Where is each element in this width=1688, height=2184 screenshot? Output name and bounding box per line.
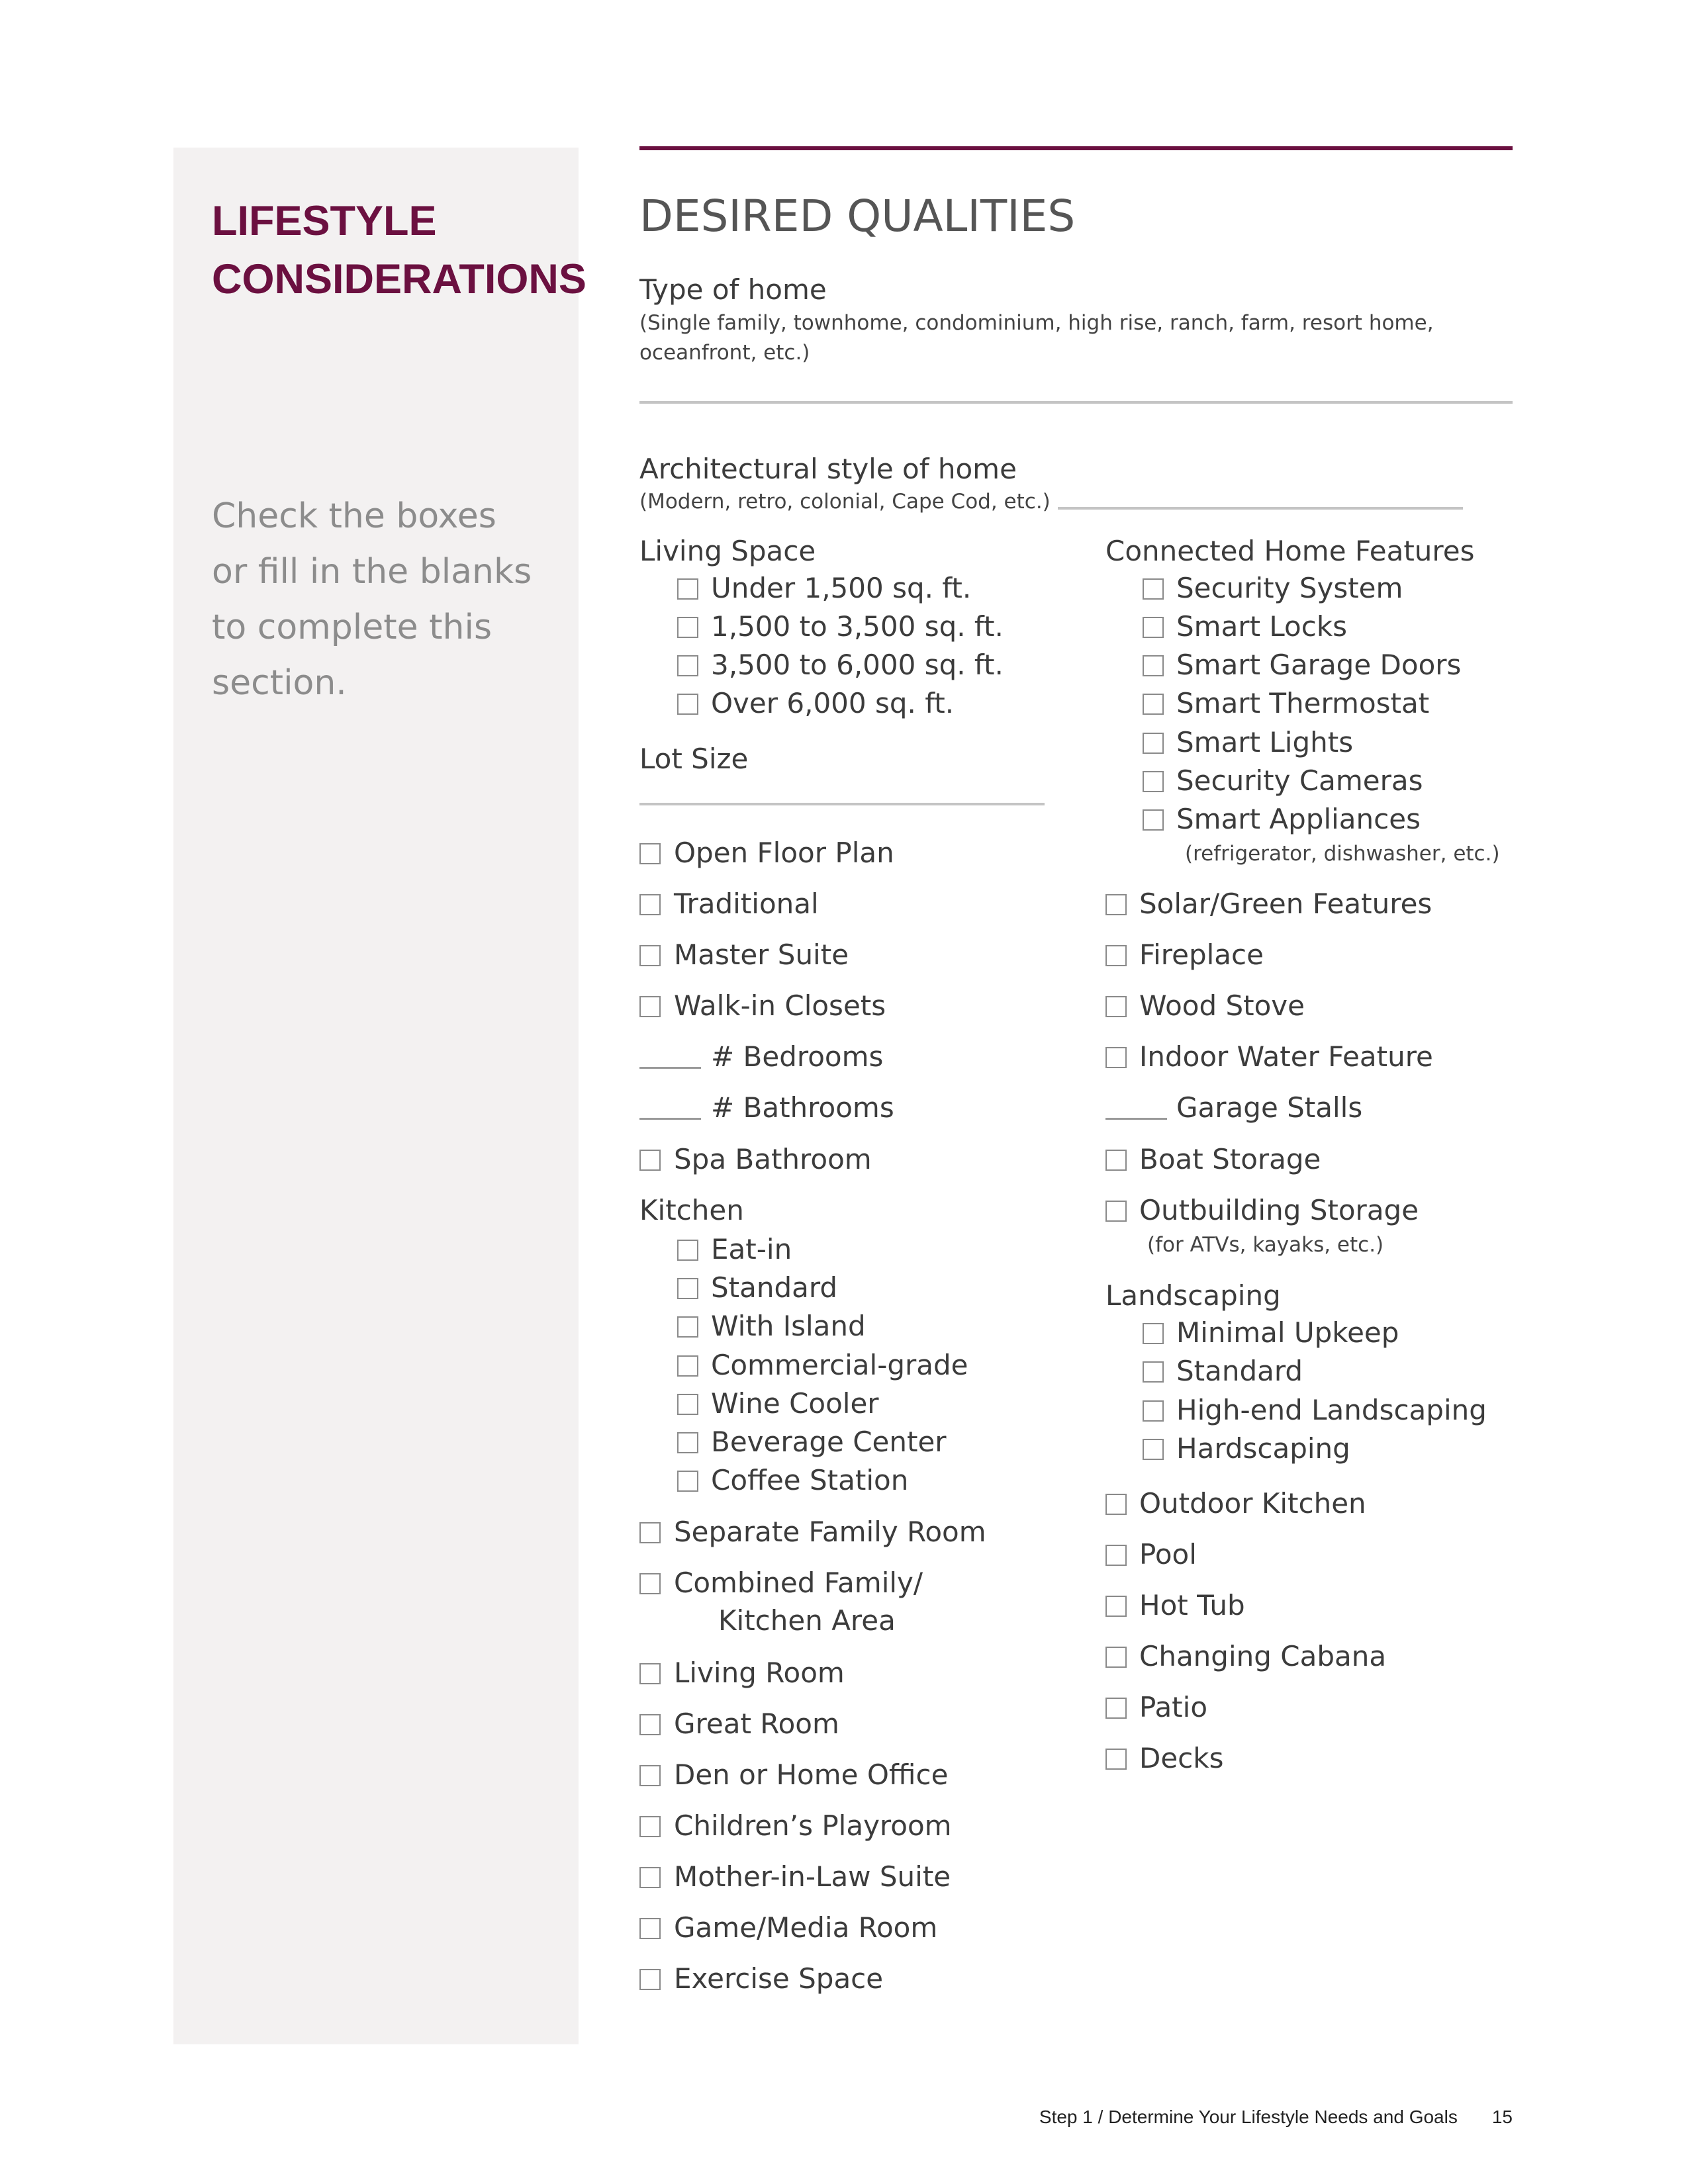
checkbox[interactable] <box>639 1765 661 1786</box>
outbuilding-note: (for ATVs, kayaks, etc.) <box>1147 1233 1384 1257</box>
instruction-line: or fill in the blanks <box>212 552 532 592</box>
checkbox-label: Children’s Playroom <box>674 1809 952 1842</box>
checkbox-label: Wine Cooler <box>711 1387 879 1420</box>
checkbox-label: Fireplace <box>1139 938 1264 971</box>
checkbox[interactable] <box>677 1240 698 1261</box>
checkbox[interactable] <box>1143 1400 1164 1422</box>
lot-size-field[interactable] <box>639 803 1045 805</box>
checkbox[interactable] <box>639 1918 661 1939</box>
checkbox-label: Beverage Center <box>711 1426 947 1458</box>
checkbox[interactable] <box>639 996 661 1017</box>
instruction-line: to complete this <box>212 608 492 647</box>
checkbox-label: Standard <box>1176 1355 1303 1387</box>
checkbox-label: Living Room <box>674 1657 845 1689</box>
appliances-note: (refrigerator, dishwasher, etc.) <box>1185 842 1500 866</box>
checkbox[interactable] <box>639 1969 661 1990</box>
checkbox[interactable] <box>639 1714 661 1735</box>
checkbox[interactable] <box>677 1432 698 1453</box>
checkbox-label: Traditional <box>674 887 819 920</box>
checkbox-label: Indoor Water Feature <box>1139 1040 1433 1073</box>
checkbox[interactable] <box>1143 771 1164 792</box>
checkbox[interactable] <box>639 843 661 864</box>
checkbox[interactable] <box>1105 894 1127 915</box>
page-footer <box>827 2107 1513 2128</box>
architectural-style-label: Architectural style of home <box>639 453 1017 485</box>
checkbox-label: Eat-in <box>711 1233 792 1265</box>
checkbox-label: Minimal Upkeep <box>1176 1316 1399 1349</box>
bathrooms-field[interactable] <box>639 1118 701 1120</box>
checkbox[interactable] <box>639 1522 661 1543</box>
checkbox[interactable] <box>639 1867 661 1888</box>
type-of-home-field[interactable] <box>639 401 1513 404</box>
checkbox[interactable] <box>1143 733 1164 754</box>
bedrooms-field[interactable] <box>639 1067 701 1069</box>
checkbox-label: Game/Media Room <box>674 1911 938 1944</box>
instruction-line: Check the boxes <box>212 496 496 536</box>
checkbox-label: Outbuilding Storage <box>1139 1194 1419 1226</box>
checkbox-label: Coffee Station <box>711 1464 909 1496</box>
instruction-line: section. <box>212 663 347 703</box>
kitchen-label: Kitchen <box>639 1194 744 1226</box>
checkbox[interactable] <box>1143 578 1164 600</box>
checkbox-label: Separate Family Room <box>674 1516 986 1548</box>
checkbox[interactable] <box>1105 1494 1127 1515</box>
checkbox-label: Smart Appliances <box>1176 803 1421 835</box>
top-divider <box>639 146 1513 150</box>
checkbox-label: Under 1,500 sq. ft. <box>711 572 972 604</box>
bedrooms-label: # Bedrooms <box>711 1040 884 1073</box>
checkbox-label: Smart Locks <box>1176 610 1348 643</box>
checkbox-label: Combined Family/ <box>674 1567 923 1599</box>
checkbox-label: Great Room <box>674 1707 839 1740</box>
living-space-label: Living Space <box>639 535 816 567</box>
landscaping-label: Landscaping <box>1105 1279 1281 1312</box>
sidebar-panel <box>173 148 586 2044</box>
checkbox[interactable] <box>639 945 661 966</box>
checkbox-label: Smart Garage Doors <box>1176 649 1462 681</box>
sidebar-title-line: CONSIDERATIONS <box>212 256 586 302</box>
checkbox[interactable] <box>1105 1749 1127 1770</box>
footer-text: Step 1 / Determine Your Lifestyle Needs and Goals <box>1039 2107 1458 2127</box>
checkbox-label: Spa Bathroom <box>674 1143 872 1175</box>
page-number: 15 <box>1491 2107 1513 2127</box>
checkbox[interactable] <box>1143 1323 1164 1344</box>
checkbox-label: Patio <box>1139 1691 1208 1723</box>
checkbox-label: Den or Home Office <box>674 1758 949 1791</box>
checkbox[interactable] <box>677 617 698 638</box>
checkbox-label-continued: Kitchen Area <box>718 1604 896 1637</box>
checkbox[interactable] <box>1105 1150 1127 1171</box>
checkbox-label: Smart Thermostat <box>1176 687 1430 719</box>
checkbox-label: With Island <box>711 1310 866 1342</box>
checkbox-label: Over 6,000 sq. ft. <box>711 687 955 719</box>
checkbox-label: Walk-in Closets <box>674 989 886 1022</box>
checkbox[interactable] <box>639 1663 661 1684</box>
checkbox[interactable] <box>677 655 698 676</box>
checkbox[interactable] <box>1105 1545 1127 1566</box>
checkbox-label: Decks <box>1139 1742 1224 1774</box>
checkbox[interactable] <box>639 1816 661 1837</box>
checkbox[interactable] <box>1143 1361 1164 1383</box>
checkbox-label: Pool <box>1139 1538 1197 1570</box>
checkbox[interactable] <box>677 1355 698 1377</box>
checkbox[interactable] <box>1105 1647 1127 1668</box>
checkbox-label: Solar/Green Features <box>1139 887 1432 920</box>
checkbox[interactable] <box>639 1150 661 1171</box>
checkbox-label: Security System <box>1176 572 1403 604</box>
type-of-home-hint: oceanfront, etc.) <box>639 341 810 365</box>
checkbox[interactable] <box>1105 1201 1127 1222</box>
sidebar-instructions <box>212 488 556 711</box>
sidebar-title <box>212 192 586 308</box>
lot-size-label: Lot Size <box>639 743 749 775</box>
checkbox-label: Smart Lights <box>1176 726 1354 758</box>
garage-stalls-field[interactable] <box>1105 1118 1167 1120</box>
checkbox-label: Hot Tub <box>1139 1589 1245 1621</box>
checkbox[interactable] <box>677 1394 698 1415</box>
checkbox[interactable] <box>677 1471 698 1492</box>
checkbox-label: High-end Landscaping <box>1176 1394 1487 1426</box>
checkbox-label: Exercise Space <box>674 1962 884 1995</box>
checkbox-label: Hardscaping <box>1176 1432 1350 1465</box>
bathrooms-label: # Bathrooms <box>711 1091 894 1124</box>
checkbox[interactable] <box>639 894 661 915</box>
checkbox-label: Open Floor Plan <box>674 837 894 869</box>
checkbox[interactable] <box>1143 694 1164 715</box>
checkbox[interactable] <box>1143 617 1164 638</box>
checkbox-label: Changing Cabana <box>1139 1640 1387 1672</box>
checkbox-label: Standard <box>711 1271 838 1304</box>
checkbox[interactable] <box>1105 1596 1127 1617</box>
checkbox[interactable] <box>639 1573 661 1594</box>
checkbox[interactable] <box>677 694 698 715</box>
architectural-style-field[interactable] <box>1058 507 1463 510</box>
garage-stalls-label: Garage Stalls <box>1176 1091 1363 1124</box>
checkbox-label: 3,500 to 6,000 sq. ft. <box>711 649 1004 681</box>
checkbox[interactable] <box>1105 1698 1127 1719</box>
checkbox-label: Commercial-grade <box>711 1349 968 1381</box>
architectural-style-hint: (Modern, retro, colonial, Cape Cod, etc.) <box>639 490 1051 514</box>
checkbox[interactable] <box>1105 1047 1127 1068</box>
checkbox-label: Security Cameras <box>1176 764 1423 797</box>
checkbox[interactable] <box>1143 655 1164 676</box>
checkbox-label: Wood Stove <box>1139 989 1305 1022</box>
checkbox[interactable] <box>1143 809 1164 831</box>
checkbox-label: Boat Storage <box>1139 1143 1321 1175</box>
checkbox-label: Master Suite <box>674 938 849 971</box>
checkbox-label: Mother-in-Law Suite <box>674 1860 951 1893</box>
checkbox-label: 1,500 to 3,500 sq. ft. <box>711 610 1004 643</box>
checkbox-label: Outdoor Kitchen <box>1139 1487 1366 1520</box>
connected-home-label: Connected Home Features <box>1105 535 1475 567</box>
checkbox[interactable] <box>1143 1439 1164 1460</box>
type-of-home-hint: (Single family, townhome, condominium, high rise, ranch, farm, resort home, <box>639 311 1434 335</box>
page-title: DESIRED QUALITIES <box>639 191 1076 242</box>
checkbox[interactable] <box>677 1316 698 1338</box>
checkbox[interactable] <box>677 578 698 600</box>
sidebar-title-line: LIFESTYLE <box>212 198 437 244</box>
type-of-home-label: Type of home <box>639 273 827 306</box>
checkbox[interactable] <box>677 1278 698 1299</box>
checkbox[interactable] <box>1105 996 1127 1017</box>
checkbox[interactable] <box>1105 945 1127 966</box>
